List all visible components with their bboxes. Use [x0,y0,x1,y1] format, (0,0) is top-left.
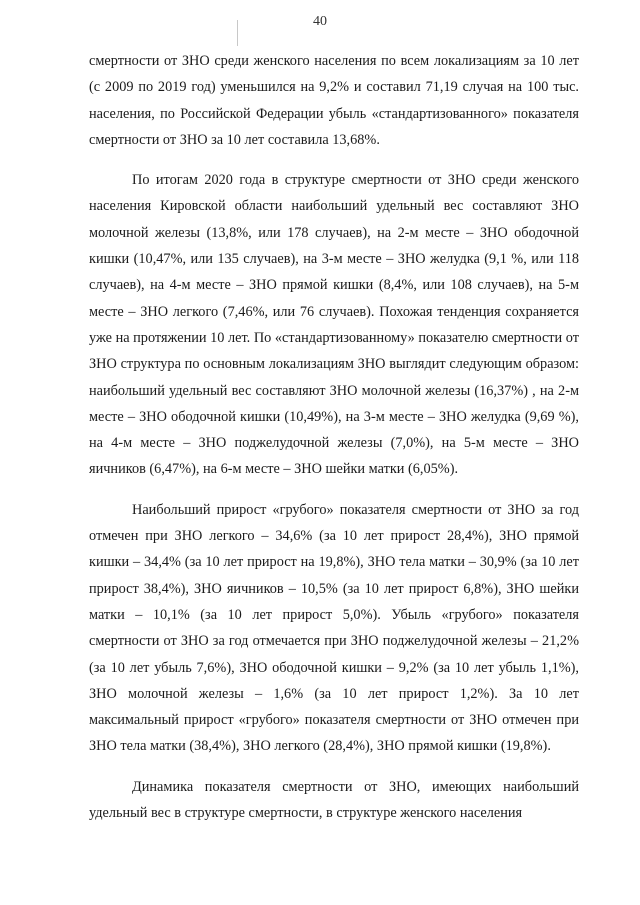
paragraph-continuation: смертности от ЗНО среди женского населения по всем локализациям за 10 лет (с 2009 по 2019 год) уменьшился на 9,2% и составил 71,19 случая на 100 тыс. населения, по Российской Федерации убыль «стандартизованного» показателя смертности от ЗНО за 10 лет составила 13,68%. [89,53,579,148]
paragraph-growth-rates: Наибольший прирост «грубого» показателя смертности от ЗНО за год отмечен при ЗНО легкого – 34,6% (за 10 лет прирост 28,4%), ЗНО прямой кишки – 34,4% (за 10 лет прирост на 19,8%), ЗНО тела матки – 30,9% (за 10 лет прирост 38,4%), ЗНО яичников – 10,5% (за 10 лет прирост 6,8%), ЗНО шейки матки – 10,1% (за 10 лет прирост 5,0%). Убыль «грубого» показателя смертности от ЗНО за год отмечается при ЗНО поджелудочной железы – 21,2% (за 10 лет убыль 7,6%), ЗНО ободочной кишки – 9,2% (за 10 лет убыль 1,1%), ЗНО молочной железы – 1,6% (за 10 лет прирост 1,2%). За 10 лет максимальный прирост «грубого» показателя смертности от ЗНО отмечен при ЗНО тела матки (38,4%), ЗНО легкого (28,4%), ЗНО прямой кишки (19,8%). [89,501,579,755]
page-number: 40 [313,14,327,29]
paragraph-dynamics: Динамика показателя смертности от ЗНО, имеющих наибольший удельный вес в структуре смертности, в структуре женского населения [89,778,579,822]
body-text [89,48,579,840]
paragraph-structure-2020: По итогам 2020 года в структуре смертности от ЗНО среди женского населения Кировской области наибольший удельный вес составляют ЗНО молочной железы (13,8%, или 178 случаев), на 2-м месте – ЗНО ободочной кишки (10,47%, или 135 случаев), на 3-м месте – ЗНО желудка (9,1 %, или 118 случаев), на 4-м месте – ЗНО прямой кишки (8,4%, или 108 случаев), на 5-м месте – ЗНО легкого (7,46%, или 76 случаев). Похожая тенденция сохраняется уже на протяжении 10 лет. По «стандартизованному» показателю смертности от ЗНО структура по основным локализациям ЗНО выглядит следующим образом: наибольший удельный вес составляют ЗНО молочной железы (16,37%) , на 2-м месте – ЗНО ободочной кишки (10,49%), на 3-м месте – ЗНО желудка (9,69 %), на 4-м месте – ЗНО поджелудочной железы (7,0%), на 5-м месте – ЗНО яичников (6,47%), на 6-м месте – ЗНО шейки матки (6,05%). [89,172,579,478]
scan-artifact-line [237,20,238,46]
